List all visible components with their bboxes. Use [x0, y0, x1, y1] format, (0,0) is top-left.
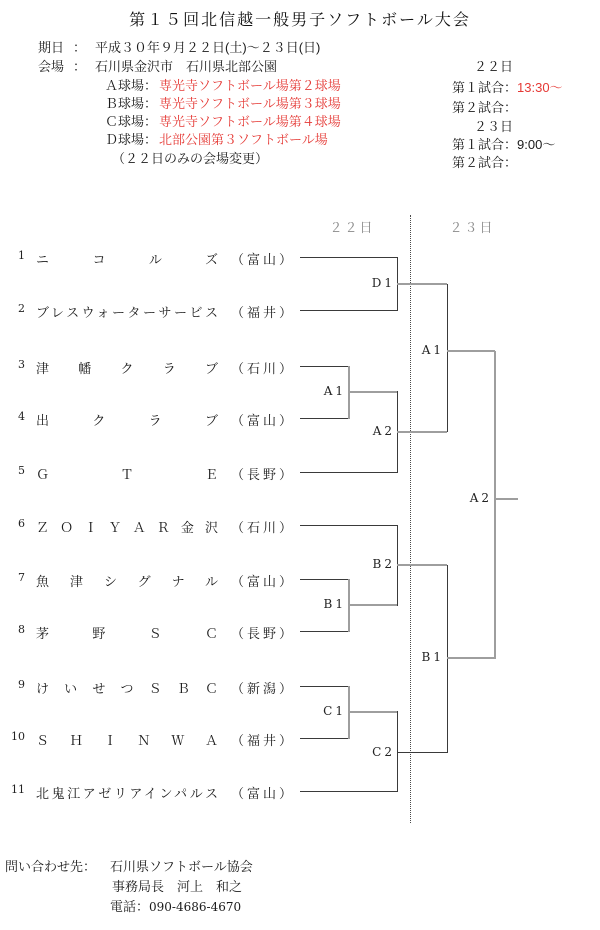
ground-c-name: 専光寺ソフトボール場第４球場 — [159, 114, 341, 129]
day1-match1-label: 第１試合： — [452, 80, 518, 95]
match-label-a2: A2 — [372, 424, 395, 438]
match-label-c1: C1 — [323, 704, 346, 718]
schedule-day1-match2 — [452, 100, 517, 116]
venue-label: 会場 — [38, 59, 65, 74]
team-seed: 7 — [18, 571, 25, 584]
day-divider-dotted-line — [410, 215, 411, 823]
bracket-line — [300, 525, 398, 526]
team-name: ＺＯＩＹＡＲ金沢 — [36, 520, 218, 535]
bracket-line — [447, 565, 448, 753]
contact-tel-number: 090-4686-4670 — [149, 900, 242, 914]
ground-d-line — [105, 132, 328, 148]
contact-role: 事務局長 — [112, 879, 165, 894]
page-title: 第１５回北信越一般男子ソフトボール大会 — [129, 10, 471, 29]
team-seed: 1 — [18, 249, 25, 262]
ground-b-name: 専光寺ソフトボール場第３球場 — [159, 96, 341, 111]
match-label-final-a2: A2 — [469, 491, 492, 505]
bracket-line — [494, 351, 496, 659]
bracket-day2-header: ２３日 — [449, 220, 495, 235]
team-prefecture: （富山） — [231, 786, 296, 801]
schedule-day1-label: ２２日 — [474, 59, 514, 74]
match-label-b2: B2 — [372, 557, 395, 571]
schedule-day2-label: ２３日 — [474, 119, 514, 134]
day2-match2-label: 第２試合： — [452, 155, 518, 170]
team-prefecture: （石川） — [231, 361, 296, 376]
team-prefecture: （福井） — [231, 305, 296, 320]
team-name: ＧＴＥ — [36, 467, 218, 482]
match-label-b1: B1 — [323, 597, 346, 611]
team-prefecture: （富山） — [231, 252, 296, 267]
bracket-line — [397, 564, 447, 566]
bracket-line — [447, 657, 495, 659]
day2-match1-label: 第１試合： — [452, 137, 518, 152]
contact-tel-line — [110, 899, 241, 915]
bracket-line — [397, 752, 447, 753]
date-value: 平成３０年９月２２日(土)～２３日(日) — [95, 40, 321, 55]
team-seed: 2 — [18, 302, 25, 315]
day1-match1-time: 13:30～ — [517, 80, 563, 95]
contact-person-line — [112, 879, 242, 895]
ground-c-label: Ｃ球場： — [105, 114, 158, 129]
date-colon: ： — [73, 40, 87, 55]
team-prefecture: （長野） — [231, 626, 296, 641]
day2-match1-time: 9:00～ — [517, 137, 556, 152]
ground-b-label: Ｂ球場： — [105, 96, 158, 111]
bracket-line — [397, 283, 447, 285]
team-name: 魚津シグナル — [36, 574, 218, 589]
bracket-line — [300, 791, 398, 792]
ground-a-label: Ａ球場： — [105, 78, 158, 93]
team-name: ニコルズ — [36, 252, 218, 267]
match-label-a1: A1 — [323, 384, 346, 398]
venue-colon: ： — [73, 59, 87, 74]
ground-a-name: 専光寺ソフトボール場第２球場 — [159, 78, 341, 93]
bracket-line — [348, 604, 398, 606]
team-name: 茅野ＳＣ — [36, 626, 218, 641]
bracket-line — [494, 498, 518, 500]
ground-a-line — [105, 78, 341, 94]
contact-tel-label: 電話： — [110, 899, 150, 914]
team-prefecture: （長野） — [231, 467, 296, 482]
team-seed: 5 — [18, 464, 25, 477]
team-prefecture: （新潟） — [231, 681, 296, 696]
bracket-line — [300, 579, 350, 580]
team-prefecture: （富山） — [231, 413, 296, 428]
match-label-d1: D1 — [371, 276, 395, 290]
team-seed: 8 — [18, 623, 25, 636]
team-prefecture: （石川） — [231, 520, 296, 535]
match-label-round2-b1: B1 — [421, 650, 444, 664]
contact-org: 石川県ソフトボール協会 — [110, 859, 253, 874]
team-name: ＳＨＩＮＷＡ — [36, 733, 218, 748]
team-prefecture: （富山） — [231, 574, 296, 589]
schedule-day1-match1 — [452, 80, 563, 96]
ground-d-name: 北部公園第３ソフトボール場 — [159, 132, 328, 147]
bracket-line — [300, 686, 350, 687]
team-name: 津幡クラブ — [36, 361, 218, 376]
team-seed: 3 — [18, 358, 25, 371]
ground-d-label: Ｄ球場： — [105, 132, 158, 147]
venue-value: 石川県金沢市 石川県北部公園 — [95, 59, 278, 74]
schedule-day2-match2 — [452, 155, 517, 171]
team-name: けいせつＳＢＣ — [36, 681, 218, 696]
bracket-line — [300, 310, 398, 311]
day1-match2-label: 第２試合： — [452, 100, 518, 115]
venue-line — [38, 59, 277, 75]
team-seed: 10 — [11, 730, 25, 743]
bracket-line — [300, 472, 398, 473]
bracket-line — [397, 431, 447, 433]
team-seed: 9 — [18, 678, 25, 691]
match-label-round2-a1: A1 — [421, 343, 444, 357]
team-seed: 4 — [18, 410, 25, 423]
ground-c-line — [105, 114, 341, 130]
contact-label: 問い合わせ先： — [5, 859, 97, 874]
venue-note: （２２日のみの会場変更） — [112, 151, 269, 166]
bracket-line — [300, 366, 350, 367]
team-seed: 11 — [11, 783, 25, 796]
contact-person: 河上 和之 — [177, 879, 243, 894]
team-seed: 6 — [18, 517, 25, 530]
bracket-day1-header: ２２日 — [329, 220, 375, 235]
team-name: 北鬼江アゼリアインパルス — [36, 786, 218, 801]
bracket-line — [300, 738, 350, 739]
bracket-line — [300, 418, 350, 419]
bracket-line — [348, 711, 398, 713]
schedule-day2-match1 — [452, 137, 555, 153]
bracket-line — [447, 284, 448, 432]
date-line — [38, 40, 320, 56]
date-label: 期日 — [38, 40, 65, 55]
team-prefecture: （福井） — [231, 733, 296, 748]
bracket-line — [300, 257, 398, 258]
team-name: 出クラブ — [36, 413, 218, 428]
bracket-line — [348, 391, 398, 393]
ground-b-line — [105, 96, 341, 112]
match-label-c2: C2 — [372, 745, 395, 759]
bracket-line — [447, 350, 495, 352]
bracket-line — [300, 631, 350, 632]
team-name: ブレスウォーターサービス — [36, 305, 218, 320]
